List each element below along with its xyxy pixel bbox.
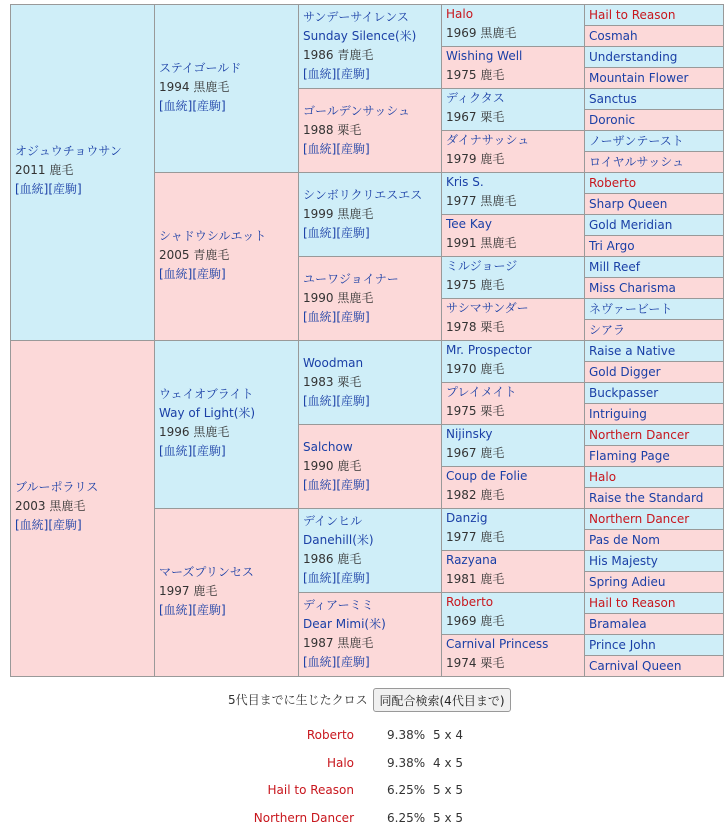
pedigree-cell-gen2 [154,4,299,173]
horse-birth-info: 1967 栗毛 [446,110,505,124]
horse-name-link[interactable]: Mr. Prospector [446,343,532,357]
horse-name-link[interactable]: Tri Argo [589,239,635,253]
horse-name-link[interactable]: シャドウシルエット [159,229,267,243]
horse-birth-info: 1999 黒鹿毛 [303,207,374,221]
horse-alt-name[interactable]: Way of Light(米) [159,406,256,420]
horse-name-link[interactable]: Danzig [446,511,488,525]
horse-birth-info: 1986 青鹿毛 [303,48,374,62]
horse-name-link[interactable]: Roberto [446,595,494,609]
pedigree-cell-gen5 [584,571,724,593]
horse-name-link[interactable]: Understanding [589,50,678,64]
horse-name-link[interactable]: Gold Digger [589,365,661,379]
pedigree-cell-gen2 [154,172,299,341]
horse-name-link[interactable]: ディアーミミ [303,598,374,612]
pedigree-progeny-links[interactable]: [血統][産駒] [303,655,370,669]
pedigree-cell-gen3 [298,256,442,341]
horse-name-link[interactable]: サンデーサイレンス [303,10,409,24]
pedigree-cell-gen3 [298,88,442,173]
pedigree-cell-gen5 [584,4,724,26]
pedigree-cell-gen1 [10,340,155,677]
horse-name-link[interactable]: Northern Dancer [589,512,690,526]
horse-name-link[interactable]: Raise the Standard [589,491,704,505]
pedigree-cell-gen5 [584,67,724,89]
horse-name-link[interactable]: Intriguing [589,407,647,421]
cross-row [0,728,724,748]
pedigree-cell-gen4 [441,382,585,425]
horse-name-link[interactable]: Raise a Native [589,344,676,358]
pedigree-cell-gen4 [441,508,585,551]
horse-name-link[interactable]: プレイメイト [446,385,517,399]
pedigree-cell-gen4 [441,550,585,593]
horse-name-link[interactable]: Pas de Nom [589,533,660,547]
pedigree-cell-gen5 [584,424,724,446]
horse-birth-info: 2005 青鹿毛 [159,248,230,262]
horse-name-link[interactable]: Carnival Princess [446,637,549,651]
cross-horse-name[interactable]: Roberto [306,728,354,742]
horse-birth-info: 1990 鹿毛 [303,459,362,473]
horse-birth-info: 1990 黒鹿毛 [303,291,374,305]
pedigree-cell-gen5 [584,634,724,656]
horse-name-link[interactable]: Carnival Queen [589,659,682,673]
horse-birth-info: 1991 黒鹿毛 [446,236,517,250]
horse-birth-info: 1987 黒鹿毛 [303,636,374,650]
horse-name-link[interactable]: Cosmah [589,29,638,43]
horse-name-link[interactable]: ノーザンテースト [589,134,684,148]
pedigree-cell-gen5 [584,466,724,488]
horse-alt-name[interactable]: Dear Mimi(米) [303,617,386,631]
horse-name-link[interactable]: Buckpasser [589,386,659,400]
horse-name-link[interactable]: Prince John [589,638,656,652]
pedigree-cell-gen5 [584,256,724,278]
pedigree-cell-gen5 [584,529,724,551]
horse-name-link[interactable]: ゴールデンサッシュ [303,104,411,118]
horse-name-link[interactable]: ウェイオブライト [159,387,254,401]
pedigree-progeny-links[interactable]: [血統][産駒] [159,99,226,113]
pedigree-cell-gen4 [441,130,585,173]
horse-name-link[interactable]: シンボリクリエスエス [303,188,423,202]
pedigree-cell-gen4 [441,592,585,635]
pedigree-cell-gen5 [584,592,724,614]
horse-birth-info: 1969 鹿毛 [446,614,505,628]
pedigree-cell-gen4 [441,4,585,47]
horse-birth-info: 1981 鹿毛 [446,572,505,586]
cross-row [0,783,724,803]
horse-name-link[interactable]: Northern Dancer [589,428,690,442]
horse-name-link[interactable]: Spring Adieu [589,575,666,589]
horse-name-link[interactable]: Wishing Well [446,49,523,63]
horse-birth-info: 1975 鹿毛 [446,278,505,292]
horse-birth-info: 1970 鹿毛 [446,362,505,376]
horse-name-link[interactable]: ユーワジョイナー [303,272,399,286]
same-mating-search-button[interactable]: 同配合検索(4代目まで) [373,688,511,712]
pedigree-progeny-links[interactable]: [血統][産駒] [159,603,226,617]
pedigree-cell-gen3 [298,172,442,257]
horse-name-link[interactable]: Tee Kay [446,217,492,231]
pedigree-cell-gen3 [298,340,442,425]
horse-name-link[interactable]: Hail to Reason [589,8,676,22]
horse-name-link[interactable]: Doronic [589,113,636,127]
pedigree-progeny-links[interactable]: [血統][産駒] [303,394,370,408]
horse-name-link[interactable]: ロイヤルサッシュ [589,155,685,169]
pedigree-cell-gen4 [441,340,585,383]
horse-name-link[interactable]: Flaming Page [589,449,670,463]
horse-name-link[interactable]: Gold Meridian [589,218,673,232]
inbreeding-cross-header [0,688,724,714]
horse-name-link[interactable]: His Majesty [589,554,658,568]
pedigree-cell-gen4 [441,214,585,257]
horse-name-link[interactable]: シアラ [589,323,626,337]
pedigree-cell-gen4 [441,172,585,215]
cross-horse-name[interactable]: Northern Dancer [253,811,354,825]
pedigree-cell-gen5 [584,25,724,47]
horse-name-link[interactable]: Sanctus [589,92,637,106]
horse-name-link[interactable]: デインヒル [303,514,363,528]
pedigree-cell-gen5 [584,508,724,530]
horse-name-link[interactable]: Nijinsky [446,427,493,441]
pedigree-cell-gen5 [584,403,724,425]
horse-birth-info: 1978 栗毛 [446,320,505,334]
horse-name-link[interactable]: Miss Charisma [589,281,676,295]
horse-birth-info: 1996 黒鹿毛 [159,425,230,439]
pedigree-progeny-links[interactable]: [血統][産駒] [303,310,370,324]
pedigree-cell-gen3 [298,508,442,593]
pedigree-cell-gen5 [584,361,724,383]
pedigree-cell-gen5 [584,487,724,509]
cross-percentage: 6.25% [387,783,426,797]
pedigree-cell-gen4 [441,634,585,677]
horse-birth-info: 1983 栗毛 [303,375,362,389]
pedigree-cell-gen5 [584,151,724,173]
pedigree-progeny-links[interactable]: [血統][産駒] [159,444,226,458]
horse-birth-info: 1974 栗毛 [446,656,505,670]
horse-name-link[interactable]: マーズプリンセス [159,565,254,579]
horse-birth-info: 1979 鹿毛 [446,152,505,166]
horse-birth-info: 1982 鹿毛 [446,488,505,502]
pedigree-cell-gen5 [584,340,724,362]
cross-row [0,756,724,776]
cross-row [0,811,724,831]
pedigree-progeny-links[interactable]: [血統][産駒] [303,67,370,81]
pedigree-cell-gen3 [298,424,442,509]
pedigree-table [10,4,724,676]
horse-name-link[interactable]: ミルジョージ [446,259,518,273]
horse-name-link[interactable]: ネヴァービート [589,302,673,316]
horse-name-link[interactable]: Hail to Reason [589,596,676,610]
pedigree-cell-gen5 [584,88,724,110]
pedigree-cell-gen5 [584,613,724,635]
pedigree-cell-gen5 [584,214,724,236]
pedigree-cell-gen5 [584,109,724,131]
horse-name-link[interactable]: Sharp Queen [589,197,668,211]
pedigree-cell-gen2 [154,508,299,677]
pedigree-cell-gen1 [10,4,155,341]
pedigree-progeny-links[interactable]: [血統][産駒] [159,267,226,281]
horse-name-link[interactable]: ブルーポラリス [15,480,99,494]
cross-percentage: 6.25% [387,811,426,825]
pedigree-cell-gen3 [298,4,442,89]
horse-name-link[interactable]: サシマサンダー [446,301,529,315]
horse-alt-name[interactable]: Sunday Silence(米) [303,29,417,43]
cross-percentage: 9.38% [387,728,426,742]
horse-name-link[interactable]: Woodman [303,356,364,370]
pedigree-progeny-links[interactable]: [血統][産駒] [15,182,82,196]
horse-name-link[interactable]: Kris S. [446,175,484,189]
pedigree-cell-gen4 [441,466,585,509]
cross-generation: 4 x 5 [433,756,463,770]
horse-name-link[interactable]: Halo [446,7,474,21]
horse-birth-info: 2011 鹿毛 [15,163,74,177]
horse-name-link[interactable]: オジュウチョウサン [15,144,122,158]
horse-name-link[interactable]: ディクタス [446,91,505,105]
pedigree-cell-gen2 [154,340,299,509]
cross-horse-name[interactable]: Halo [326,756,354,770]
cross-horse-name[interactable]: Hail to Reason [267,783,354,797]
horse-alt-name[interactable]: Danehill(米) [303,533,374,547]
horse-name-link[interactable]: ダイナサッシュ [446,133,530,147]
cross-generation: 5 x 5 [433,783,463,797]
pedigree-cell-gen4 [441,88,585,131]
horse-name-link[interactable]: Coup de Folie [446,469,528,483]
pedigree-progeny-links[interactable]: [血統][産駒] [303,142,370,156]
horse-name-link[interactable]: Razyana [446,553,498,567]
cross-percentage: 9.38% [387,756,426,770]
pedigree-cell-gen4 [441,298,585,341]
pedigree-cell-gen5 [584,235,724,257]
pedigree-cell-gen5 [584,550,724,572]
pedigree-cell-gen5 [584,277,724,299]
horse-birth-info: 1975 栗毛 [446,404,505,418]
horse-birth-info: 1967 鹿毛 [446,446,505,460]
horse-name-link[interactable]: Bramalea [589,617,647,631]
pedigree-cell-gen3 [298,592,442,677]
pedigree-cell-gen5 [584,172,724,194]
horse-name-link[interactable]: Halo [589,470,617,484]
horse-birth-info: 1986 鹿毛 [303,552,362,566]
horse-birth-info: 2003 黒鹿毛 [15,499,86,513]
horse-name-link[interactable]: ステイゴールド [159,61,242,75]
pedigree-progeny-links[interactable]: [血統][産駒] [303,571,370,585]
horse-name-link[interactable]: Roberto [589,176,637,190]
horse-name-link[interactable]: Salchow [303,440,353,454]
pedigree-cell-gen4 [441,256,585,299]
pedigree-progeny-links[interactable]: [血統][産駒] [303,226,370,240]
horse-birth-info: 1988 栗毛 [303,123,362,137]
pedigree-cell-gen4 [441,46,585,89]
horse-birth-info: 1969 黒鹿毛 [446,26,517,40]
pedigree-cell-gen5 [584,130,724,152]
pedigree-progeny-links[interactable]: [血統][産駒] [303,478,370,492]
cross-label: 5代目までに生じたクロス [228,693,368,707]
horse-birth-info: 1997 鹿毛 [159,584,218,598]
horse-birth-info: 1977 鹿毛 [446,530,505,544]
pedigree-cell-gen5 [584,193,724,215]
pedigree-cell-gen5 [584,655,724,677]
pedigree-cell-gen5 [584,46,724,68]
pedigree-cell-gen5 [584,445,724,467]
cross-generation: 5 x 4 [433,728,463,742]
pedigree-cell-gen4 [441,424,585,467]
pedigree-cell-gen5 [584,382,724,404]
pedigree-progeny-links[interactable]: [血統][産駒] [15,518,82,532]
horse-name-link[interactable]: Mountain Flower [589,71,689,85]
pedigree-cell-gen5 [584,319,724,341]
horse-birth-info: 1994 黒鹿毛 [159,80,230,94]
cross-generation: 5 x 5 [433,811,463,825]
horse-name-link[interactable]: Mill Reef [589,260,640,274]
horse-birth-info: 1977 黒鹿毛 [446,194,517,208]
horse-birth-info: 1975 鹿毛 [446,68,505,82]
pedigree-cell-gen5 [584,298,724,320]
